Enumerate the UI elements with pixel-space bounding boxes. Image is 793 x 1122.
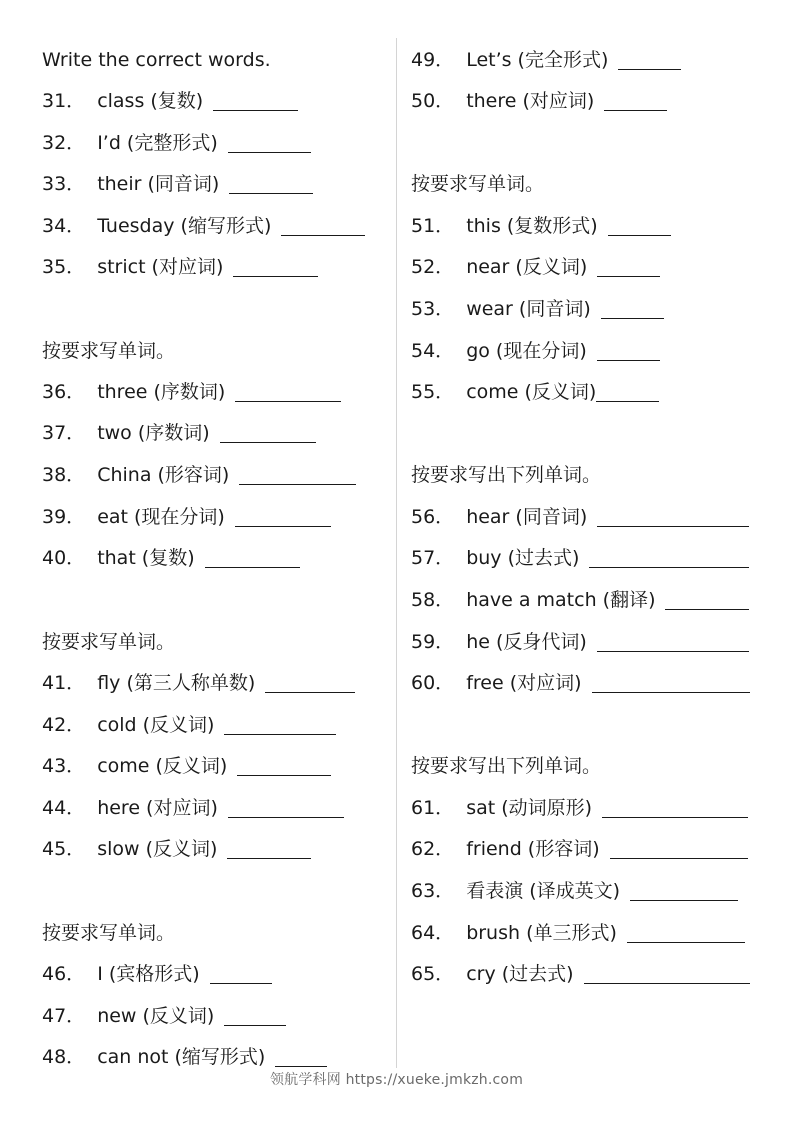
section-heading: 按要求写单词。 (42, 631, 176, 653)
question-39: 39． eat (现在分词) (42, 502, 331, 532)
answer-blank[interactable] (235, 526, 331, 527)
section-heading: 按要求写单词。 (42, 340, 176, 362)
question-57: 57． buy (过去式) (411, 543, 749, 573)
answer-blank[interactable] (597, 276, 660, 277)
answer-blank[interactable] (228, 152, 311, 153)
answer-blank[interactable] (235, 401, 341, 402)
question-45: 45． slow (反义词) (42, 834, 311, 864)
answer-blank[interactable] (592, 692, 750, 693)
question-61: 61． sat (动词原形) (411, 793, 748, 823)
answer-blank[interactable] (601, 318, 664, 319)
footer-watermark: 领航学科网 https://xueke.jmkzh.com (269, 1072, 524, 1088)
question-32: 32． I’d (完整形式) (42, 128, 311, 158)
question-60: 60． free (对应词) (411, 668, 750, 698)
answer-blank[interactable] (608, 235, 671, 236)
answer-blank[interactable] (227, 858, 311, 859)
question-48: 48． can not (缩写形式) (42, 1042, 327, 1072)
question-37: 37． two (序数词) (42, 418, 316, 448)
answer-blank[interactable] (627, 942, 745, 943)
question-64: 64． brush (单三形式) (411, 918, 745, 948)
answer-blank[interactable] (233, 276, 318, 277)
answer-blank[interactable] (205, 567, 300, 568)
answer-blank[interactable] (630, 900, 738, 901)
question-63: 63． 看表演 (译成英文) (411, 876, 738, 906)
answer-blank[interactable] (596, 401, 659, 402)
answer-blank[interactable] (597, 526, 749, 527)
answer-blank[interactable] (224, 1025, 286, 1026)
question-33: 33． their (同音词) (42, 169, 313, 199)
question-38: 38． China (形容词) (42, 460, 356, 490)
question-55: 55． come (反义词) (411, 377, 659, 407)
question-31: 31． class (复数) (42, 86, 298, 116)
question-50: 50． there (对应词) (411, 86, 667, 116)
section-heading: 按要求写出下列单词。 (411, 464, 602, 486)
answer-blank[interactable] (602, 817, 748, 818)
question-44: 44． here (对应词) (42, 793, 344, 823)
section-heading: 按要求写出下列单词。 (411, 755, 602, 777)
section-heading: Write the correct words. (42, 49, 271, 71)
question-35: 35． strict (对应词) (42, 252, 318, 282)
question-47: 47． new (反义词) (42, 1001, 286, 1031)
answer-blank[interactable] (618, 69, 681, 70)
answer-blank[interactable] (589, 567, 749, 568)
answer-blank[interactable] (224, 734, 336, 735)
column-divider (396, 38, 397, 1068)
answer-blank[interactable] (665, 609, 749, 610)
answer-blank[interactable] (237, 775, 331, 776)
answer-blank[interactable] (281, 235, 365, 236)
question-43: 43． come (反义词) (42, 751, 331, 781)
question-58: 58． have a match (翻译) (411, 585, 749, 615)
question-51: 51． this (复数形式) (411, 211, 671, 241)
answer-blank[interactable] (228, 817, 344, 818)
answer-blank[interactable] (604, 110, 667, 111)
answer-blank[interactable] (584, 983, 750, 984)
question-40: 40． that (复数) (42, 543, 300, 573)
question-52: 52． near (反义词) (411, 252, 660, 282)
question-34: 34． Tuesday (缩写形式) (42, 211, 365, 241)
question-65: 65． cry (过去式) (411, 959, 750, 989)
answer-blank[interactable] (239, 484, 356, 485)
answer-blank[interactable] (213, 110, 298, 111)
answer-blank[interactable] (265, 692, 355, 693)
question-36: 36． three (序数词) (42, 377, 341, 407)
answer-blank[interactable] (229, 193, 313, 194)
question-41: 41． fly (第三人称单数) (42, 668, 355, 698)
answer-blank[interactable] (597, 651, 749, 652)
question-59: 59． he (反身代词) (411, 627, 749, 657)
question-46: 46． I (宾格形式) (42, 959, 272, 989)
section-heading: 按要求写单词。 (42, 922, 176, 944)
question-49: 49． Let’s (完全形式) (411, 45, 681, 75)
answer-blank[interactable] (610, 858, 748, 859)
question-54: 54． go (现在分词) (411, 336, 660, 366)
question-62: 62． friend (形容词) (411, 834, 748, 864)
answer-blank[interactable] (210, 983, 272, 984)
answer-blank[interactable] (597, 360, 660, 361)
question-56: 56． hear (同音词) (411, 502, 749, 532)
answer-blank[interactable] (275, 1066, 327, 1067)
answer-blank[interactable] (220, 442, 316, 443)
question-42: 42． cold (反义词) (42, 710, 336, 740)
section-heading: 按要求写单词。 (411, 173, 545, 195)
question-53: 53． wear (同音词) (411, 294, 664, 324)
